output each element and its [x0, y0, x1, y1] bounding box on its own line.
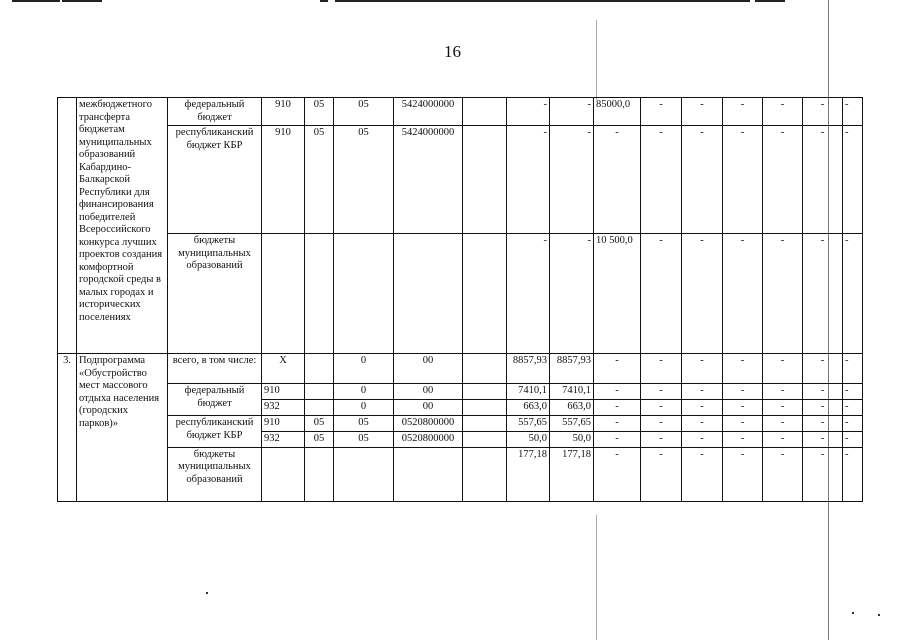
funding-source-cell: бюджеты муниципальных образований	[168, 234, 262, 354]
year-value-cell: -	[803, 234, 843, 354]
vr-cell	[463, 447, 507, 501]
year-value-cell: -	[594, 384, 641, 400]
grbs-cell	[262, 447, 305, 501]
year-value-cell: -	[803, 126, 843, 234]
rz-cell	[305, 384, 334, 400]
pr-cell: 0	[334, 400, 394, 416]
scan-artifact	[755, 0, 785, 2]
year-value-cell: -	[803, 384, 843, 400]
year-value-cell: -	[641, 400, 682, 416]
table-row	[58, 416, 863, 432]
table-row	[58, 354, 863, 384]
csr-cell: 00	[394, 354, 463, 384]
csr-cell: 0520800000	[394, 416, 463, 432]
csr-cell: 0520800000	[394, 431, 463, 447]
year-value-cell: -	[594, 416, 641, 432]
year-value-cell: -	[843, 400, 863, 416]
year-value-cell: -	[641, 447, 682, 501]
grbs-cell: Х	[262, 354, 305, 384]
year-value-cell: -	[641, 354, 682, 384]
grbs-cell: 910	[262, 384, 305, 400]
year-value-cell: -	[843, 447, 863, 501]
pr-cell: 05	[334, 431, 394, 447]
funding-source-cell: республиканский бюджет КБР	[168, 416, 262, 448]
funding-source-cell: всего, в том числе:	[168, 354, 262, 384]
rz-cell: 05	[305, 98, 334, 126]
scan-artifact	[12, 0, 60, 2]
funding-source-cell: федеральный бюджет	[168, 384, 262, 416]
year-value-cell: -	[723, 431, 763, 447]
year-value-cell: -	[723, 400, 763, 416]
vr-cell	[463, 431, 507, 447]
scan-artifact	[62, 0, 102, 2]
grbs-cell: 910	[262, 416, 305, 432]
vr-cell	[463, 126, 507, 234]
rz-cell	[305, 447, 334, 501]
table-row	[58, 98, 863, 126]
total-cell: -	[507, 126, 550, 234]
funding-source-cell: федеральный бюджет	[168, 98, 262, 126]
total-cell: 8857,93	[507, 354, 550, 384]
page-number: 16	[444, 42, 461, 61]
csr-cell: 00	[394, 384, 463, 400]
table-row	[58, 126, 863, 234]
scan-artifact	[320, 0, 328, 2]
year-value-cell: -	[594, 447, 641, 501]
table-row	[58, 234, 863, 354]
grbs-cell: 910	[262, 126, 305, 234]
year-value-cell: -	[763, 126, 803, 234]
year-value-cell: -	[803, 431, 843, 447]
year-value-cell: -	[682, 384, 723, 400]
grbs-cell: 932	[262, 431, 305, 447]
year-value-cell: -	[763, 384, 803, 400]
year-value-cell: -	[641, 416, 682, 432]
year-value-cell: -	[641, 384, 682, 400]
pr-cell: 05	[334, 126, 394, 234]
row-number-cell	[58, 98, 77, 354]
vr-cell	[463, 384, 507, 400]
table-row	[58, 384, 863, 400]
year-value-cell: -	[682, 126, 723, 234]
year-value-cell: 8857,93	[550, 354, 594, 384]
year-value-cell: 85000,0	[594, 98, 641, 126]
year-value-cell: -	[723, 384, 763, 400]
rz-cell: 05	[305, 416, 334, 432]
year-value-cell: -	[803, 416, 843, 432]
scan-speck	[206, 592, 208, 594]
csr-cell	[394, 447, 463, 501]
total-cell: 50,0	[507, 431, 550, 447]
rz-cell	[305, 400, 334, 416]
year-value-cell: -	[723, 234, 763, 354]
vr-cell	[463, 416, 507, 432]
total-cell: -	[507, 98, 550, 126]
total-cell: 7410,1	[507, 384, 550, 400]
year-value-cell: -	[682, 447, 723, 501]
total-cell: 557,65	[507, 416, 550, 432]
funding-source-cell: бюджеты муниципальных образований	[168, 447, 262, 501]
year-value-cell: -	[594, 126, 641, 234]
year-value-cell: -	[803, 354, 843, 384]
year-value-cell: -	[682, 400, 723, 416]
measure-name-cell: Подпрограмма «Обустройство мест массового отдыха населения (городских парков)»	[77, 354, 168, 502]
year-value-cell: -	[723, 126, 763, 234]
year-value-cell: -	[763, 431, 803, 447]
year-value-cell: 10 500,0	[594, 234, 641, 354]
year-value-cell: -	[803, 98, 843, 126]
year-value-cell: -	[843, 98, 863, 126]
year-value-cell: 557,65	[550, 416, 594, 432]
scan-artifact	[335, 0, 750, 2]
scan-speck	[878, 614, 880, 616]
grbs-cell	[262, 234, 305, 354]
csr-cell	[394, 234, 463, 354]
year-value-cell: -	[550, 126, 594, 234]
grbs-cell: 910	[262, 98, 305, 126]
year-value-cell: -	[594, 431, 641, 447]
year-value-cell: -	[763, 400, 803, 416]
year-value-cell: -	[641, 234, 682, 354]
csr-cell: 00	[394, 400, 463, 416]
year-value-cell: -	[763, 354, 803, 384]
rz-cell: 05	[305, 126, 334, 234]
year-value-cell: -	[682, 234, 723, 354]
table-row	[58, 447, 863, 501]
pr-cell	[334, 234, 394, 354]
year-value-cell: -	[594, 400, 641, 416]
scan-speck	[852, 612, 854, 614]
year-value-cell: 663,0	[550, 400, 594, 416]
vr-cell	[463, 234, 507, 354]
scan-artifact	[596, 515, 597, 640]
year-value-cell: -	[803, 447, 843, 501]
pr-cell	[334, 447, 394, 501]
total-cell: 663,0	[507, 400, 550, 416]
year-value-cell: -	[763, 447, 803, 501]
csr-cell: 5424000000	[394, 98, 463, 126]
budget-table	[57, 97, 863, 502]
funding-source-cell: республиканский бюджет КБР	[168, 126, 262, 234]
total-cell: -	[507, 234, 550, 354]
year-value-cell: -	[843, 234, 863, 354]
year-value-cell: -	[641, 431, 682, 447]
year-value-cell: -	[550, 234, 594, 354]
year-value-cell: -	[843, 354, 863, 384]
year-value-cell: -	[843, 431, 863, 447]
row-number-cell: 3.	[58, 354, 77, 502]
csr-cell: 5424000000	[394, 126, 463, 234]
year-value-cell: -	[803, 400, 843, 416]
grbs-cell: 932	[262, 400, 305, 416]
year-value-cell: -	[682, 354, 723, 384]
measure-name-cell: межбюджетного трансферта бюджетам муниципальных образований Кабардино-Балкарской Республики для финансирования победителей Всероссийского конкурса лучших проектов создания комфортной городской среды в малых городах и исторических поселениях	[77, 98, 168, 354]
year-value-cell: -	[682, 416, 723, 432]
year-value-cell: -	[550, 98, 594, 126]
year-value-cell: -	[682, 98, 723, 126]
total-cell: 177,18	[507, 447, 550, 501]
year-value-cell: -	[843, 126, 863, 234]
vr-cell	[463, 400, 507, 416]
pr-cell: 05	[334, 416, 394, 432]
year-value-cell: -	[763, 416, 803, 432]
pr-cell: 0	[334, 354, 394, 384]
pr-cell: 05	[334, 98, 394, 126]
year-value-cell: -	[723, 447, 763, 501]
year-value-cell: -	[763, 98, 803, 126]
year-value-cell: -	[723, 98, 763, 126]
year-value-cell: -	[723, 354, 763, 384]
year-value-cell: 177,18	[550, 447, 594, 501]
vr-cell	[463, 98, 507, 126]
year-value-cell: -	[843, 384, 863, 400]
vr-cell	[463, 354, 507, 384]
year-value-cell: -	[843, 416, 863, 432]
year-value-cell: -	[723, 416, 763, 432]
rz-cell	[305, 354, 334, 384]
year-value-cell: -	[594, 354, 641, 384]
rz-cell	[305, 234, 334, 354]
year-value-cell: -	[682, 431, 723, 447]
year-value-cell: -	[641, 98, 682, 126]
year-value-cell: -	[763, 234, 803, 354]
pr-cell: 0	[334, 384, 394, 400]
year-value-cell: -	[641, 126, 682, 234]
year-value-cell: 7410,1	[550, 384, 594, 400]
year-value-cell: 50,0	[550, 431, 594, 447]
rz-cell: 05	[305, 431, 334, 447]
